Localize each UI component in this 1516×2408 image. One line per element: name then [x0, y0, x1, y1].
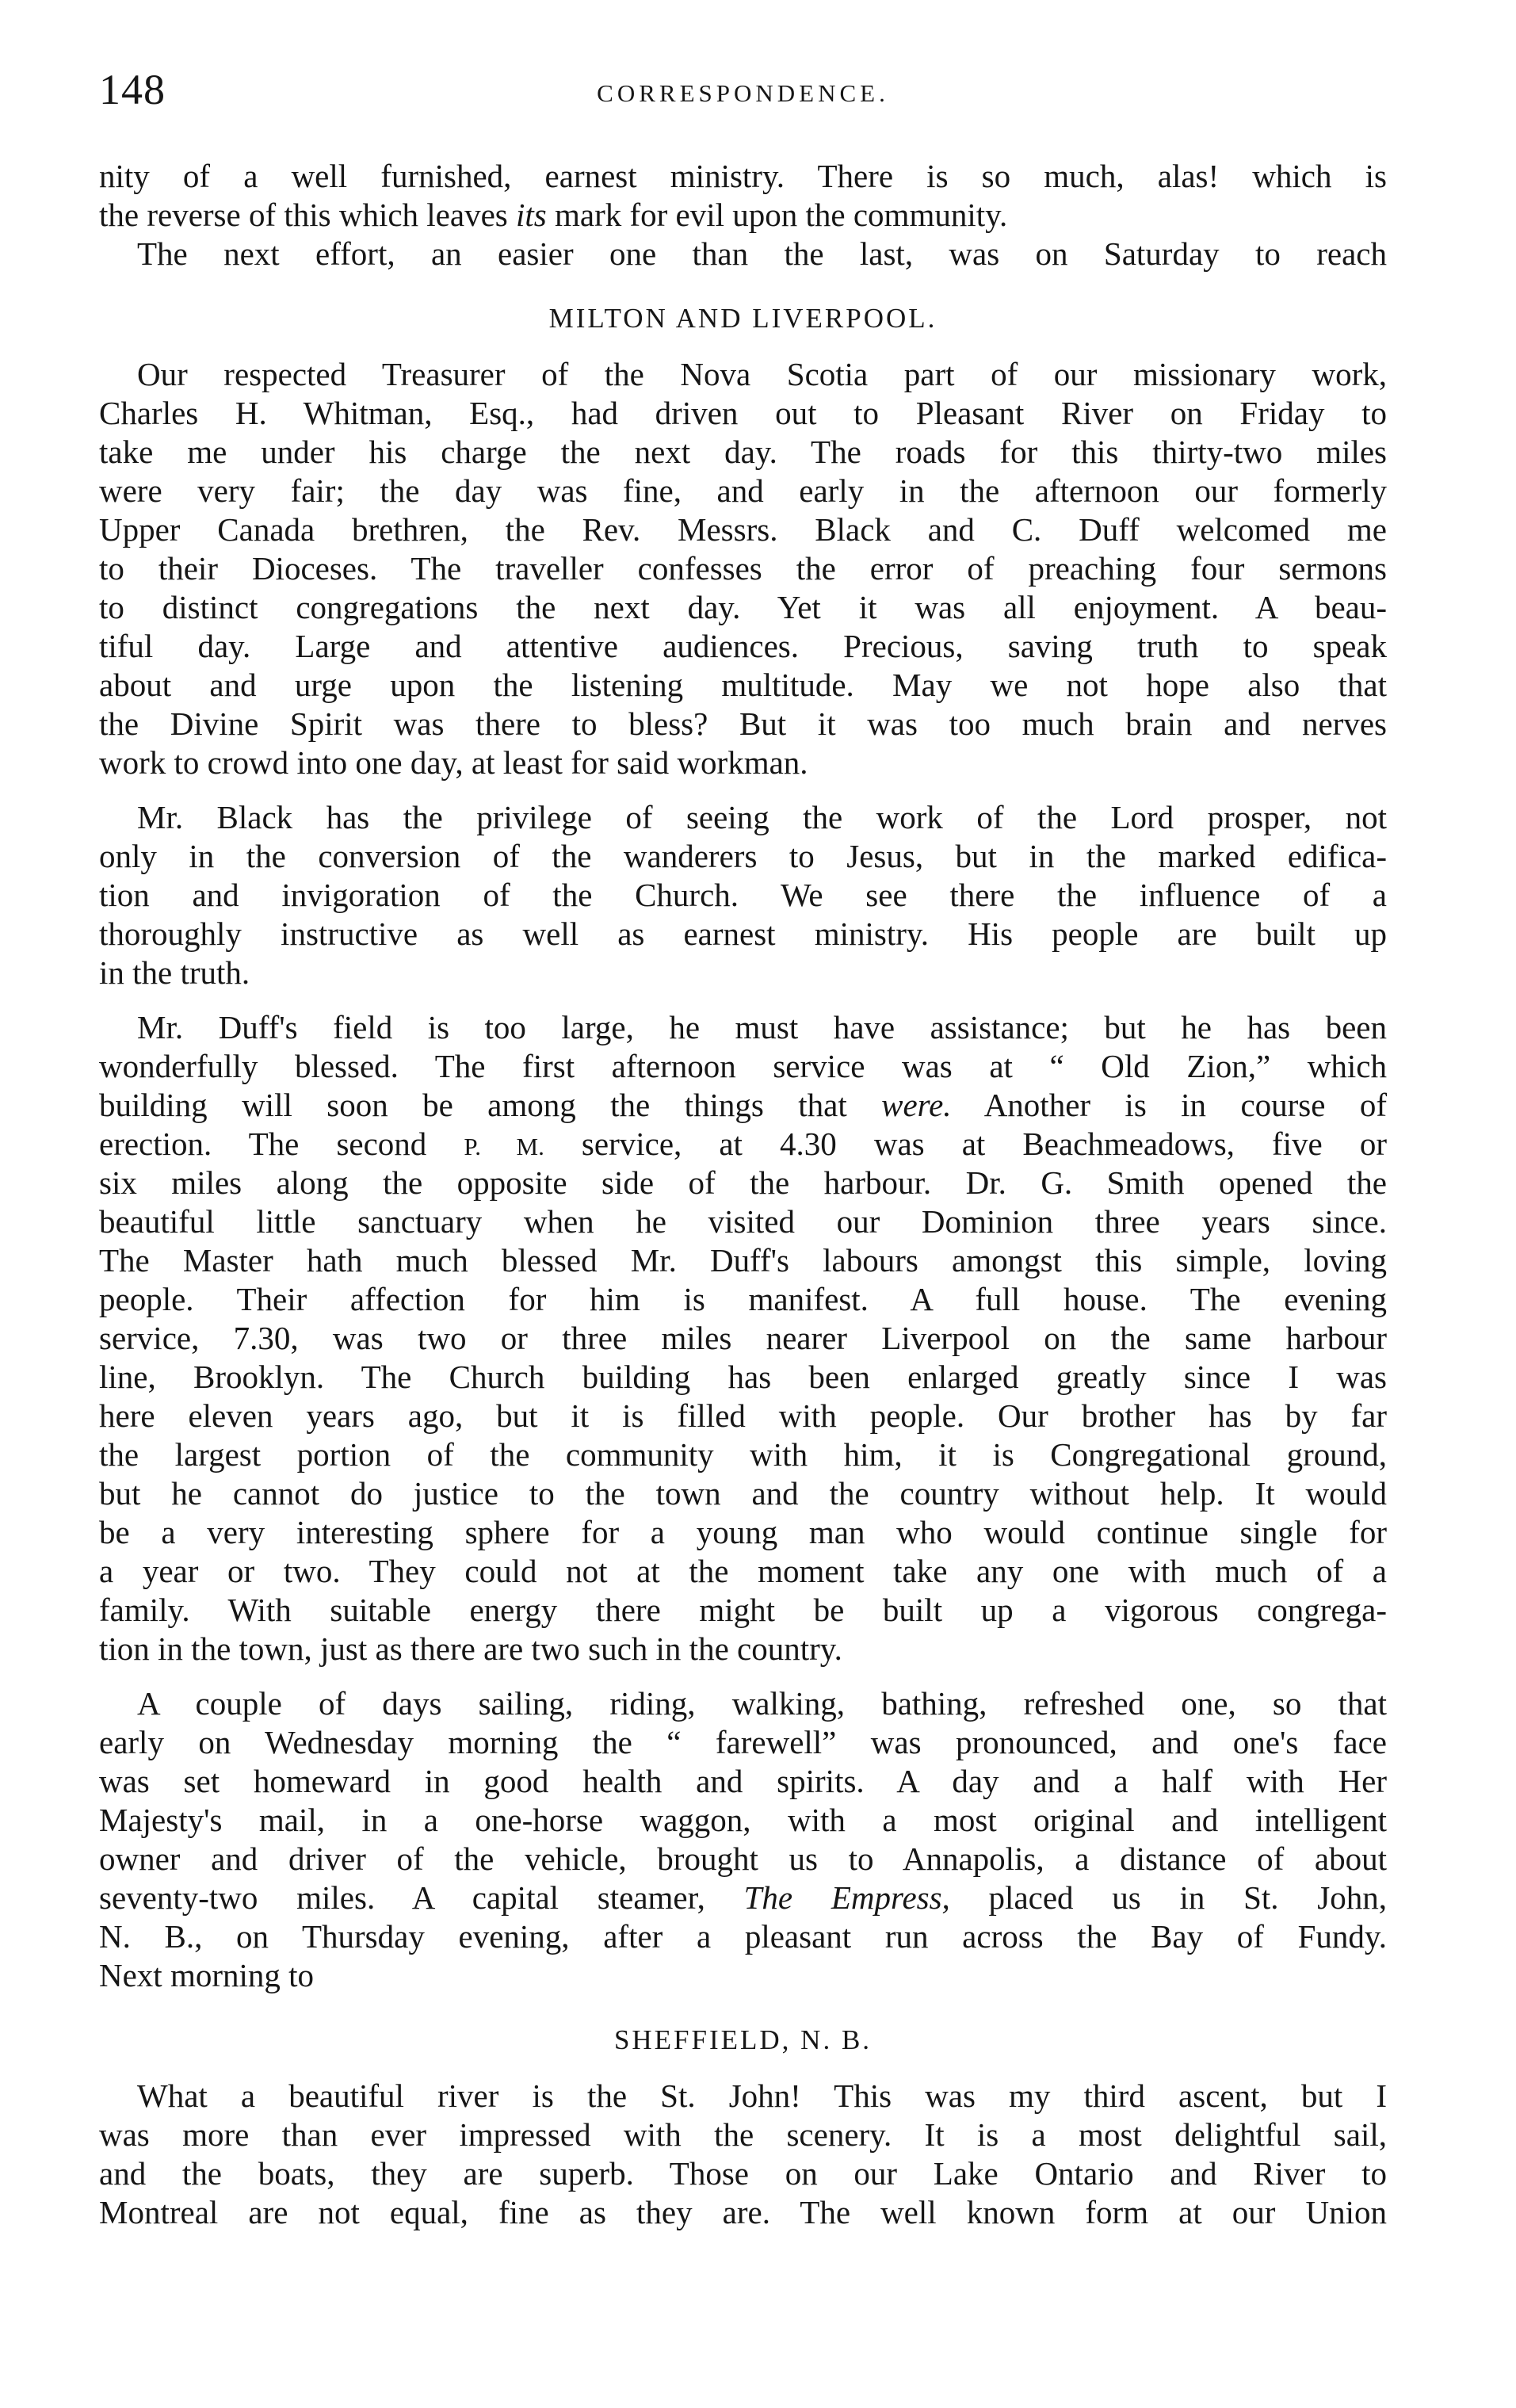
text-line: Charles H. Whitman, Esq., had driven out to Pleasant River on Friday to [99, 395, 1387, 431]
text-fragment: the reverse of this which leaves [99, 197, 516, 233]
text-line: take me under his charge the next day. The roads for this thirty-two miles [99, 434, 1387, 470]
text-line: The Master hath much blessed Mr. Duff's labours amongst this simple, loving [99, 1242, 1387, 1279]
italic-word: The Empress, [743, 1879, 950, 1916]
small-caps-text: P. M. [464, 1133, 544, 1160]
text-line: only in the conversion of the wanderers to Jesus, but in the marked edifica- [99, 838, 1387, 874]
section-heading-milton: MILTON AND LIVERPOOL. [548, 303, 937, 334]
text-line: Majesty's mail, in a one-horse waggon, with a most original and intelligent [99, 1802, 1387, 1838]
text-fragment: seventy-two miles. A capital steamer, [99, 1879, 744, 1916]
text-line: N. B., on Thursday evening, after a pleasant run across the Bay of Fundy. [99, 1918, 1387, 1955]
section-heading-sheffield: SHEFFIELD, N. B. [613, 2024, 873, 2055]
text-line: six miles along the opposite side of the harbour. Dr. G. Smith opened the [99, 1164, 1387, 1201]
text-line: tion in the town, just as there are two such in the country. [99, 1630, 842, 1667]
text-line: Mr. Black has the privilege of seeing the work of the Lord prosper, not [137, 799, 1387, 835]
text-line: here eleven years ago, but it is filled with people. Our brother has by far [99, 1397, 1387, 1434]
text-line: The next effort, an easier one than the last, was on Saturday to reach [137, 235, 1387, 272]
running-title: CORRESPONDENCE. [597, 79, 889, 107]
text-line: a year or two. They could not at the moment take any one with much of a [99, 1553, 1387, 1589]
text-line: nity of a well furnished, earnest ministry. There is so much, alas! which is [99, 158, 1387, 194]
text-line: was set homeward in good health and spirits. A day and a half with Her [99, 1763, 1387, 1799]
text-line: wonderfully blessed. The first afternoon service was at “ Old Zion,” which [99, 1048, 1387, 1084]
text-line: Upper Canada brethren, the Rev. Messrs. Black and C. Duff welcomed me [99, 511, 1387, 548]
text-line [99, 196, 1387, 234]
text-line: people. Their affection for him is manifest. A full house. The evening [99, 1281, 1387, 1317]
text-line: Our respected Treasurer of the Nova Scotia part of our missionary work, [137, 356, 1387, 392]
text-line: to their Dioceses. The traveller confesses the error of preaching four sermons [99, 550, 1387, 587]
text-line: Montreal are not equal, fine as they are. The well known form at our Union [99, 2194, 1387, 2230]
italic-word: were. [881, 1087, 952, 1123]
text-line: family. With suitable energy there might be built up a vigorous congrega- [99, 1592, 1387, 1628]
text-line: A couple of days sailing, riding, walking, bathing, refreshed one, so that [137, 1685, 1387, 1722]
text-fragment: building will soon be among the things that [99, 1087, 882, 1123]
text-line: thoroughly instructive as well as earnest ministry. His people are built up [99, 915, 1387, 952]
text-line: was more than ever impressed with the scenery. It is a most delightful sail, [99, 2116, 1387, 2153]
text-line: and the boats, they are superb. Those on our Lake Ontario and River to [99, 2155, 1387, 2192]
text-line [99, 1125, 1387, 1163]
text-fragment: service, at 4.30 was at Beachmeadows, five or [544, 1126, 1387, 1162]
italic-word: its [515, 197, 547, 233]
text-line: line, Brooklyn. The Church building has been enlarged greatly since I was [99, 1359, 1387, 1395]
text-line: tiful day. Large and attentive audiences. Precious, saving truth to speak [99, 628, 1387, 664]
text-fragment: erection. The second [99, 1126, 464, 1162]
text-line: work to crowd into one day, at least for said workman. [99, 744, 808, 781]
text-line [99, 1086, 1387, 1124]
text-line: service, 7.30, was two or three miles nearer Liverpool on the same harbour [99, 1320, 1387, 1356]
text-line: the largest portion of the community with him, it is Congregational ground, [99, 1436, 1387, 1473]
text-line: the Divine Spirit was there to bless? But it was too much brain and nerves [99, 705, 1387, 742]
text-line: What a beautiful river is the St. John! This was my third ascent, but I [137, 2077, 1387, 2114]
text-line: in the truth. [99, 954, 250, 991]
text-fragment: Another is in course of [951, 1087, 1387, 1123]
text-line [99, 1879, 1387, 1917]
text-line: but he cannot do justice to the town and the country without help. It would [99, 1475, 1387, 1512]
text-line: owner and driver of the vehicle, brought us to Annapolis, a distance of about [99, 1840, 1387, 1877]
running-head [99, 65, 1387, 113]
text-line: beautiful little sanctuary when he visited our Dominion three years since. [99, 1203, 1387, 1240]
text-line: tion and invigoration of the Church. We see there the influence of a [99, 877, 1387, 913]
text-line: were very fair; the day was fine, and early in the afternoon our formerly [99, 472, 1387, 509]
text-line: Mr. Duff's field is too large, he must have assistance; but he has been [137, 1009, 1387, 1045]
text-line: be a very interesting sphere for a young man who would continue single for [99, 1514, 1387, 1550]
text-line: early on Wednesday morning the “ farewell” was pronounced, and one's face [99, 1724, 1387, 1760]
text-fragment: mark for evil upon the community. [546, 197, 1008, 233]
page-number: 148 [99, 66, 166, 113]
text-line: Next morning to [99, 1957, 315, 1993]
text-fragment: placed us in St. John, [949, 1879, 1387, 1916]
text-line: about and urge upon the listening multitude. May we not hope also that [99, 667, 1387, 703]
text-line: to distinct congregations the next day. Yet it was all enjoyment. A beau- [99, 589, 1387, 625]
